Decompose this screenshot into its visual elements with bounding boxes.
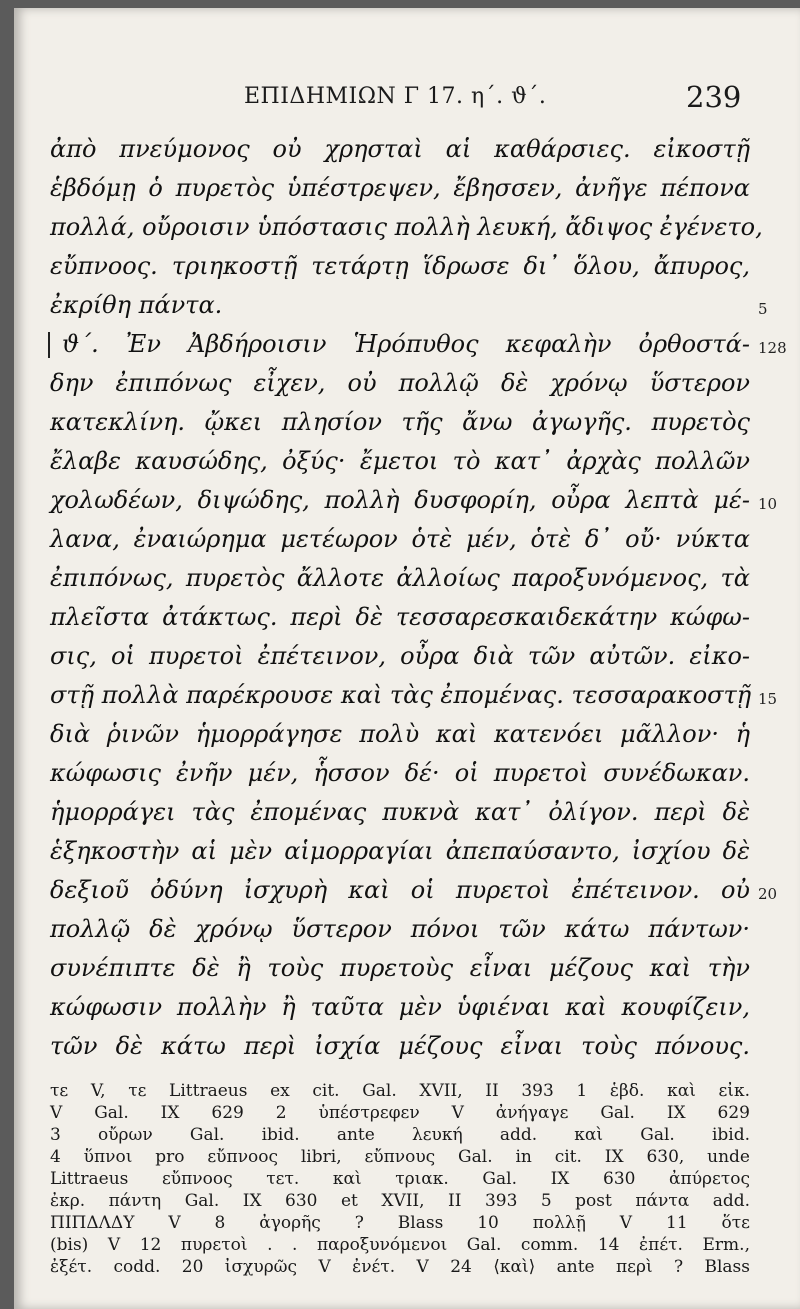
text-line: στῇ πολλὰ παρέκρουσε καὶ τὰς ἐπομένας. τεσσαρακοστῇ	[50, 681, 752, 709]
text-line: δην ἐπιπόνως εἶχεν, οὐ πολλῷ δὲ χρόνῳ ὕστερον	[50, 369, 750, 397]
line-number: 128	[758, 339, 787, 357]
apparatus-line: Littraeus εὔπνοος τετ. καὶ τριακ. Gal. IX 630 ἀπύρετος	[50, 1169, 750, 1189]
text-line: ἑβδόμῃ ὁ πυρετὸς ὑπέστρεψεν, ἔβησσεν, ἀνῆγε πέπονα	[50, 174, 750, 202]
text-line: διὰ ῥινῶν ἡμορράγησε πολὺ καὶ κατενόει μᾶλλον· ἡ	[50, 720, 750, 748]
line-number: 15	[758, 690, 778, 708]
text-line: λανα, ἐναιώρημα μετέωρον ὁτὲ μέν, ὁτὲ δ᾽ οὔ· νύκτα	[50, 525, 750, 553]
text-line: χολωδέων, διψώδης, πολλὴ δυσφορίη, οὖρα λεπτὰ μέ-	[50, 486, 750, 514]
apparatus-line: ἐξέτ. codd. 20 ἰσχυρῶς V ἐνέτ. V 24 ⟨καὶ⟩ ante περὶ ? Blass	[50, 1257, 750, 1277]
apparatus-line: ΠΙΠΔΛΔΥ V 8 ἀγορῆς ? Blass 10 πολλῇ V 11 ὅτε	[50, 1213, 750, 1233]
text-line: κώφωσις ἐνῆν μέν, ἧσσον δέ· οἱ πυρετοὶ συνέδωκαν.	[50, 759, 750, 787]
line-number: 10	[758, 495, 778, 513]
margin-mark	[48, 332, 50, 358]
text-line: πλεῖστα ἀτάκτως. περὶ δὲ τεσσαρεσκαιδεκάτην κώφω-	[50, 603, 750, 631]
text-line: ϑ΄. Ἐν Ἀβδήροισιν Ἡρόπυθος κεφαλὴν ὀρθοστά-	[62, 330, 750, 358]
apparatus-line: (bis) V 12 πυρετοὶ . . παροξυνόμενοι Gal. comm. 14 ἐπέτ. Erm.,	[50, 1235, 750, 1255]
text-line: ἐπιπόνως, πυρετὸς ἄλλοτε ἀλλοίως παροξυνόμενος, τὰ	[50, 564, 750, 592]
text-line: δεξιοῦ ὀδύνη ἰσχυρὴ καὶ οἱ πυρετοὶ ἐπέτεινον. οὐ	[50, 876, 750, 904]
text-line: ἡμορράγει τὰς ἐπομένας πυκνὰ κατ᾽ ὀλίγον. περὶ δὲ	[50, 798, 750, 826]
running-header	[14, 80, 800, 120]
line-number: 20	[758, 885, 778, 903]
text-line: σις, οἱ πυρετοὶ ἐπέτεινον, οὖρα διὰ τῶν αὐτῶν. εἰκο-	[50, 642, 750, 670]
line-number: 5	[758, 300, 768, 318]
text-line: ἐκρίθη πάντα.	[50, 291, 223, 319]
text-line: πολλά, οὔροισιν ὑπόστασις πολλὴ λευκή, ἄδιψος ἐγένετο,	[50, 213, 763, 241]
text-line: ἀπὸ πνεύμονος οὐ χρησταὶ αἱ καθάρσιες. εἰκοστῇ	[50, 135, 750, 163]
apparatus-line: 4 ὕπνοι pro εὔπνοος libri, εὔπνους Gal. in cit. IX 630, unde	[50, 1147, 750, 1167]
text-line: κατεκλίνη. ᾤκει πλησίον τῆς ἄνω ἀγωγῆς. πυρετὸς	[50, 408, 750, 436]
apparatus-line: τε V, τε Littraeus ex cit. Gal. XVII, II 393 1 ἑβδ. καὶ εἰκ.	[50, 1081, 750, 1101]
apparatus-line: 3 οὔρων Gal. ibid. ante λευκή add. καὶ Gal. ibid.	[50, 1125, 750, 1145]
text-line: συνέπιπτε δὲ ἢ τοὺς πυρετοὺς εἶναι μέζους καὶ τὴν	[50, 954, 750, 982]
page-number: 239	[686, 80, 742, 114]
text-line: ἔλαβε καυσώδης, ὀξύς· ἔμετοι τὸ κατ᾽ ἀρχὰς πολλῶν	[50, 447, 750, 475]
text-line: τῶν δὲ κάτω περὶ ἰσχία μέζους εἶναι τοὺς πόνους.	[50, 1032, 750, 1060]
apparatus-line: V Gal. IX 629 2 ὑπέστρεφεν V ἀνήγαγε Gal. IX 629	[50, 1103, 750, 1123]
header-title: ΕΠΙΔΗΜΙΩΝ Γ 17. η΄. ϑ΄.	[244, 84, 547, 109]
text-line: κώφωσιν πολλὴν ἢ ταῦτα μὲν ὑφιέναι καὶ κουφίζειν,	[50, 993, 750, 1021]
text-line: ἑξηκοστὴν αἱ μὲν αἱμορραγίαι ἀπεπαύσαντο, ἰσχίου δὲ	[50, 837, 750, 865]
text-line: πολλῷ δὲ χρόνῳ ὕστερον πόνοι τῶν κάτω πάντων·	[50, 915, 750, 943]
apparatus-line: ἐκρ. πάντη Gal. IX 630 et XVII, II 393 5 post πάντα add.	[50, 1191, 750, 1211]
text-line: εὔπνοος. τριηκοστῇ τετάρτῃ ἵδρωσε δι᾽ ὅλου, ἄπυρος,	[50, 252, 750, 280]
book-page	[14, 8, 800, 1309]
